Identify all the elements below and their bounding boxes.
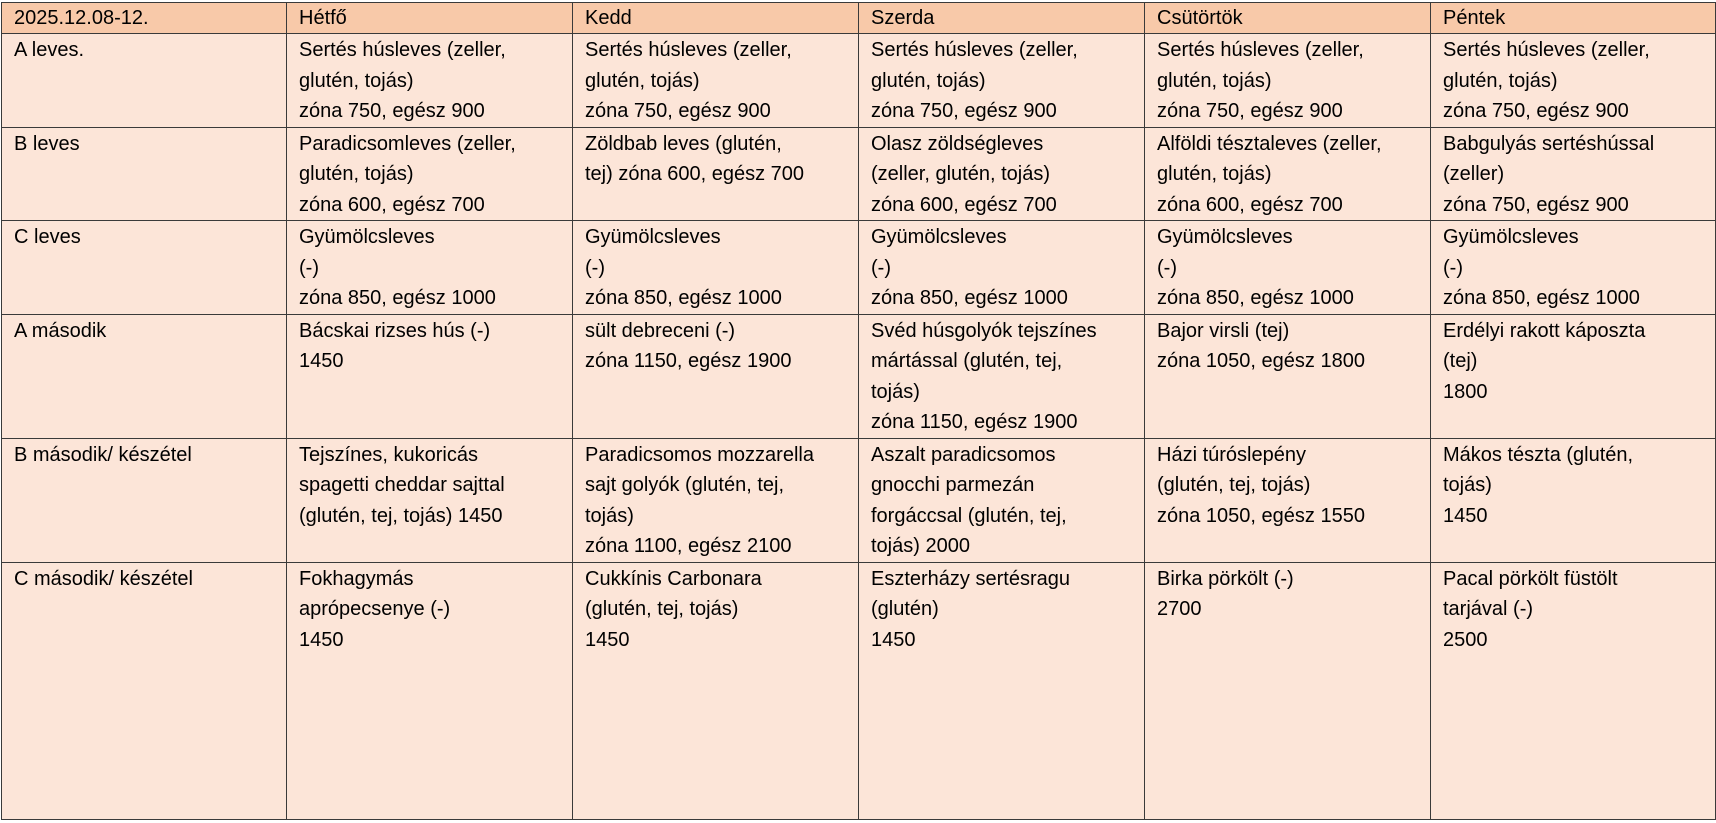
dish-line: tarjával (-) — [1443, 598, 1534, 620]
day-header-thursday: Csütörtök — [1145, 3, 1431, 34]
dish-line: tej) zóna 600, egész 700 — [585, 163, 805, 185]
menu-row — [2, 314, 1716, 438]
dish-line: glutén, tojás) — [585, 69, 700, 92]
dish-line: Cukkínis Carbonara — [585, 567, 762, 590]
day-header-wednesday: Szerda — [859, 3, 1145, 34]
dish-line: mártással (glutén, tej, — [871, 350, 1063, 372]
menu-cell-thursday — [1145, 562, 1431, 819]
menu-cell-tuesday — [573, 314, 859, 438]
dish-line: Sertés húsleves (zeller, — [299, 39, 506, 61]
menu-row — [2, 127, 1716, 221]
dish-line: (-) — [585, 256, 605, 279]
dish-line: Olasz zöldségleves — [871, 132, 1044, 155]
dish-line: (-) — [299, 256, 319, 279]
dish-line: Tejszínes, kukoricás — [299, 443, 478, 466]
course-label: A leves. — [2, 34, 287, 128]
dish-line: glutén, tojás) — [1157, 69, 1272, 92]
dish-line: Fokhagymás — [299, 567, 414, 590]
dish-line: glutén, tojás) — [1443, 69, 1558, 92]
dish-line: zóna 600, egész 700 — [1157, 193, 1343, 216]
menu-cell-tuesday — [573, 438, 859, 562]
dish-line: zóna 1100, egész 2100 — [585, 535, 792, 557]
menu-cell-monday — [287, 314, 573, 438]
dish-line: (glutén, tej, tojás) 1450 — [299, 504, 503, 527]
dish-line: (-) — [1157, 256, 1177, 279]
menu-cell-tuesday — [573, 127, 859, 221]
dish-line: zóna 850, egész 1000 — [871, 287, 1068, 309]
menu-cell-thursday — [1145, 314, 1431, 438]
dish-line: sajt golyók (glutén, tej, — [585, 474, 784, 496]
dish-line: tojás) — [585, 504, 634, 527]
menu-cell-friday — [1431, 34, 1716, 128]
dish-line: zóna 750, egész 900 — [1443, 193, 1629, 216]
dish-line: Sertés húsleves (zeller, — [585, 39, 792, 61]
course-label: B leves — [2, 127, 287, 221]
dish-line: zóna 750, egész 900 — [871, 100, 1057, 122]
dish-line: zóna 1150, egész 1900 — [871, 411, 1078, 433]
dish-line: zóna 850, egész 1000 — [299, 287, 496, 309]
dish-line: Gyümölcsleves — [871, 226, 1007, 248]
menu-cell-friday — [1431, 314, 1716, 438]
day-header-tuesday: Kedd — [573, 3, 859, 34]
course-label: C leves — [2, 221, 287, 315]
menu-cell-friday — [1431, 221, 1716, 315]
dish-line: zóna 600, egész 700 — [299, 193, 485, 216]
dish-line: (-) — [1443, 256, 1463, 279]
dish-line: Sertés húsleves (zeller, — [1157, 39, 1364, 61]
dish-line: Gyümölcsleves — [1157, 226, 1293, 248]
dish-line: 1800 — [1443, 380, 1488, 403]
dish-line: glutén, tojás) — [299, 69, 414, 92]
menu-cell-monday — [287, 562, 573, 819]
dish-line: zóna 1050, egész 1550 — [1157, 504, 1365, 527]
menu-cell-wednesday — [859, 34, 1145, 128]
dish-line: Gyümölcsleves — [585, 226, 721, 248]
dish-line: zóna 1050, egész 1800 — [1157, 350, 1365, 372]
dish-line: Babgulyás sertéshússal — [1443, 132, 1655, 155]
header-row — [2, 3, 1716, 34]
dish-line: gnocchi parmezán — [871, 474, 1035, 496]
menu-cell-thursday — [1145, 438, 1431, 562]
dish-line: Svéd húsgolyók tejszínes — [871, 319, 1097, 342]
dish-line: 1450 — [871, 628, 916, 651]
dish-line: zóna 850, egész 1000 — [1443, 287, 1640, 309]
dish-line: Paradicsomos mozzarella — [585, 443, 814, 466]
dish-line: (zeller) — [1443, 163, 1505, 185]
dish-line: tojás) 2000 — [871, 535, 970, 557]
course-label: A második — [2, 314, 287, 438]
dish-line: Alföldi tésztaleves (zeller, — [1157, 132, 1382, 155]
dish-line: sült debreceni (-) — [585, 319, 736, 342]
menu-cell-wednesday — [859, 562, 1145, 819]
dish-line: tojás) — [1443, 474, 1492, 496]
dish-line: glutén, tojás) — [299, 163, 414, 185]
menu-row — [2, 562, 1716, 819]
dish-line: Bajor virsli (tej) — [1157, 319, 1290, 342]
menu-cell-wednesday — [859, 438, 1145, 562]
dish-line: Gyümölcsleves — [299, 226, 435, 248]
dish-line: zóna 750, egész 900 — [299, 100, 485, 122]
menu-cell-friday — [1431, 562, 1716, 819]
dish-line: glutén, tojás) — [1157, 163, 1272, 185]
dish-line: 1450 — [299, 350, 344, 372]
dish-line: zóna 750, egész 900 — [585, 100, 771, 122]
menu-cell-monday — [287, 438, 573, 562]
day-header-friday: Péntek — [1431, 3, 1716, 34]
dish-line: Sertés húsleves (zeller, — [1443, 39, 1650, 61]
dish-line: Zöldbab leves (glutén, — [585, 132, 782, 155]
dish-line: Erdélyi rakott káposzta — [1443, 319, 1646, 342]
menu-row — [2, 438, 1716, 562]
dish-line: Eszterházy sertésragu — [871, 567, 1070, 590]
menu-cell-wednesday — [859, 221, 1145, 315]
dish-line: (glutén) — [871, 598, 939, 620]
dish-line: Aszalt paradicsomos — [871, 443, 1056, 466]
dish-line: glutén, tojás) — [871, 69, 986, 92]
weekly-menu-table — [1, 2, 1716, 820]
menu-cell-tuesday — [573, 34, 859, 128]
menu-cell-tuesday — [573, 221, 859, 315]
course-label: C második/ készétel — [2, 562, 287, 819]
dish-line: zóna 850, egész 1000 — [1157, 287, 1354, 309]
dish-line: Házi túróslepény — [1157, 443, 1306, 466]
dish-line: forgáccsal (glutén, tej, — [871, 504, 1067, 527]
menu-body — [2, 34, 1716, 820]
dish-line: zóna 600, egész 700 — [871, 193, 1057, 216]
dish-line: 1450 — [585, 628, 630, 651]
menu-cell-thursday — [1145, 127, 1431, 221]
dish-line: Paradicsomleves (zeller, — [299, 132, 516, 155]
dish-line: (zeller, glutén, tojás) — [871, 163, 1050, 185]
dish-line: Bácskai rizses hús (-) — [299, 319, 491, 342]
dish-line: zóna 750, egész 900 — [1157, 100, 1343, 122]
course-label: B második/ készétel — [2, 438, 287, 562]
dish-line: Mákos tészta (glutén, — [1443, 443, 1634, 466]
dish-line: zóna 750, egész 900 — [1443, 100, 1629, 122]
dish-line: 2500 — [1443, 628, 1488, 651]
date-range-header: 2025.12.08-12. — [2, 3, 287, 34]
dish-line: (-) — [871, 256, 891, 279]
dish-line: zóna 1150, egész 1900 — [585, 350, 792, 372]
menu-cell-wednesday — [859, 127, 1145, 221]
menu-row — [2, 221, 1716, 315]
dish-line: aprópecsenye (-) — [299, 598, 451, 620]
dish-line: (glutén, tej, tojás) — [585, 598, 739, 620]
dish-line: (tej) — [1443, 350, 1478, 372]
menu-cell-monday — [287, 127, 573, 221]
dish-line: (glutén, tej, tojás) — [1157, 474, 1311, 496]
dish-line: Gyümölcsleves — [1443, 226, 1579, 248]
menu-cell-tuesday — [573, 562, 859, 819]
menu-cell-friday — [1431, 127, 1716, 221]
dish-line: Birka pörkölt (-) — [1157, 567, 1294, 590]
menu-row — [2, 34, 1716, 128]
menu-cell-wednesday — [859, 314, 1145, 438]
menu-cell-thursday — [1145, 34, 1431, 128]
dish-line: 2700 — [1157, 598, 1202, 620]
dish-line: zóna 850, egész 1000 — [585, 287, 782, 309]
menu-cell-monday — [287, 34, 573, 128]
dish-line: spagetti cheddar sajttal — [299, 474, 505, 496]
dish-line: Pacal pörkölt füstölt — [1443, 567, 1618, 590]
dish-line: 1450 — [299, 628, 344, 651]
dish-line: tojás) — [871, 380, 920, 403]
menu-cell-friday — [1431, 438, 1716, 562]
menu-cell-monday — [287, 221, 573, 315]
menu-cell-thursday — [1145, 221, 1431, 315]
dish-line: Sertés húsleves (zeller, — [871, 39, 1078, 61]
dish-line: 1450 — [1443, 504, 1488, 527]
day-header-monday: Hétfő — [287, 3, 573, 34]
